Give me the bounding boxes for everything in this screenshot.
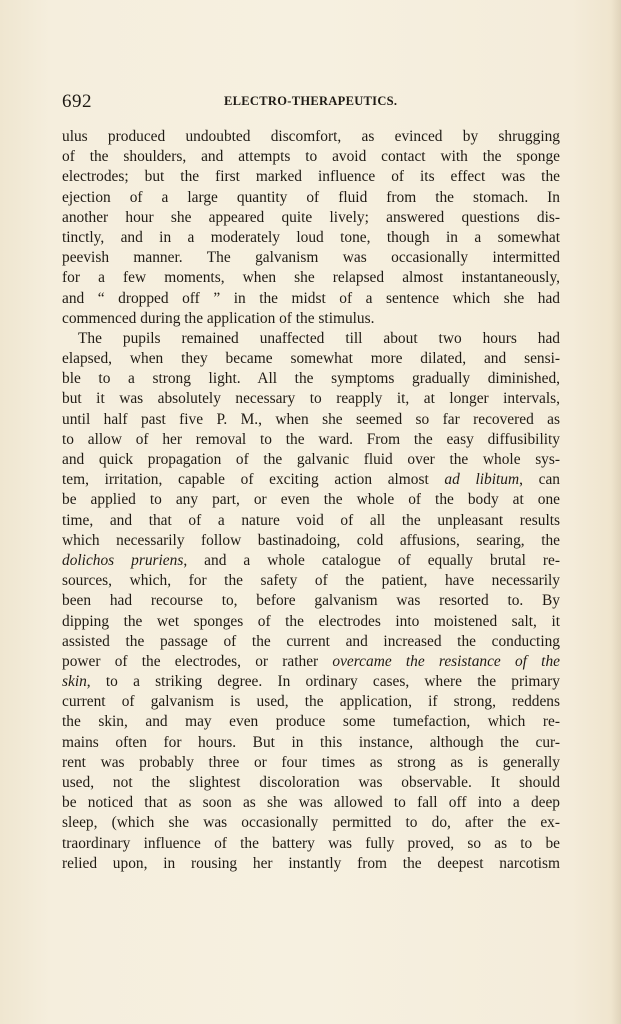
text-segment: current of galvanism is used, the application, if strong, reddens	[62, 693, 560, 711]
text-line	[62, 167, 560, 187]
text-line	[62, 430, 560, 450]
page-edge-shadow	[611, 0, 621, 1024]
text-segment: relied upon, in rousing her instantly from the deepest narcotism	[62, 854, 560, 872]
text-line	[62, 854, 560, 874]
text-line	[62, 652, 560, 672]
text-line	[62, 733, 560, 753]
text-segment: , to a striking degree. In ordinary cases, where the primary	[86, 673, 560, 691]
text-line	[62, 712, 560, 732]
text-line	[62, 389, 560, 409]
text-line	[62, 208, 560, 228]
text-segment: to allow of her removal to the ward. From the easy diffusibility	[62, 430, 560, 448]
text-line	[62, 551, 560, 571]
text-line	[62, 369, 560, 389]
text-segment: mains often for hours. But in this instance, although the cur-	[62, 733, 560, 751]
text-segment: rent was probably three or four times as strong as is generally	[62, 753, 560, 771]
text-line	[62, 188, 560, 208]
text-line	[62, 289, 560, 309]
text-segment: , and a whole catalogue of equally brutal re-	[183, 551, 560, 569]
text-segment: tem, irritation, capable of exciting action almost	[62, 471, 445, 489]
text-segment: ejection of a large quantity of fluid from the stomach. In	[62, 188, 560, 206]
text-segment: dipping the wet sponges of the electrodes into moistened salt, it	[62, 612, 560, 630]
text-line	[62, 410, 560, 430]
text-line	[62, 793, 560, 813]
text-line	[62, 309, 560, 329]
running-title: ELECTRO-THERAPEUTICS.	[224, 94, 398, 108]
text-segment: the skin, and may even produce some tumefaction, which re-	[62, 713, 560, 731]
body-text	[62, 127, 560, 874]
italic-text-segment: ad libitum	[444, 471, 520, 489]
text-segment: , can	[519, 471, 560, 489]
text-segment: peevish manner. The galvanism was occasionally intermitted	[62, 249, 560, 267]
text-line	[62, 813, 560, 833]
text-line	[62, 632, 560, 652]
text-segment: commenced during the application of the stimulus.	[62, 309, 375, 327]
text-line	[62, 147, 560, 167]
text-line	[62, 571, 560, 591]
text-line	[62, 248, 560, 268]
text-segment: assisted the passage of the current and increased the conducting	[62, 632, 560, 650]
italic-text-segment: dolichos pruriens	[62, 551, 184, 569]
text-segment: electrodes; but the first marked influence of its effect was the	[62, 168, 560, 186]
page-number: 692	[62, 91, 92, 112]
text-line	[62, 450, 560, 470]
text-segment: The pupils remained unaffected till about two hours had	[78, 329, 560, 347]
text-segment: another hour she appeared quite lively; answered questions dis-	[62, 208, 560, 226]
italic-text-segment: overcame the resistance of the	[332, 652, 560, 670]
text-line	[62, 329, 560, 349]
page-header	[62, 91, 560, 111]
text-segment: be applied to any part, or even the whole of the body at one	[62, 491, 560, 509]
text-segment: elapsed, when they became somewhat more dilated, and sensi-	[62, 350, 560, 368]
text-line	[62, 591, 560, 611]
text-segment: ulus produced undoubted discomfort, as evinced by shrugging	[62, 128, 560, 145]
text-line	[62, 834, 560, 854]
text-line	[62, 692, 560, 712]
text-segment: but it was absolutely necessary to reapply it, at longer intervals,	[62, 390, 560, 408]
text-segment: be noticed that as soon as she was allowed to fall off into a deep	[62, 794, 560, 812]
text-line	[62, 349, 560, 369]
text-segment: time, and that of a nature void of all the unpleasant results	[62, 511, 560, 529]
text-segment: for a few moments, when she relapsed almost instantaneously,	[62, 269, 560, 287]
text-line	[62, 470, 560, 490]
text-segment: used, not the slightest discoloration was observable. It should	[62, 774, 560, 791]
text-segment: until half past five P. M., when she seemed so far recovered as	[62, 410, 560, 428]
text-segment: been had recourse to, before galvanism was resorted to. By	[62, 592, 560, 610]
text-line	[62, 753, 560, 773]
text-line	[62, 228, 560, 248]
text-line	[62, 672, 560, 692]
text-segment: of the shoulders, and attempts to avoid contact with the sponge	[62, 148, 560, 166]
text-segment: power of the electrodes, or rather	[62, 652, 333, 670]
text-segment: tinctly, and in a moderately loud tone, though in a somewhat	[62, 228, 560, 246]
text-line	[62, 612, 560, 632]
text-segment: and quick propagation of the galvanic fluid over the whole sys-	[62, 451, 560, 468]
text-segment: and “ dropped off ” in the midst of a sentence which she had	[62, 289, 560, 307]
text-line	[62, 268, 560, 288]
text-segment: which necessarily follow bastinadoing, cold affusions, searing, the	[62, 531, 560, 549]
text-line	[62, 490, 560, 510]
text-segment: sources, which, for the safety of the patient, have necessarily	[62, 572, 560, 590]
italic-text-segment: skin	[62, 673, 87, 691]
text-line	[62, 511, 560, 531]
text-line	[62, 773, 560, 793]
text-segment: sleep, (which she was occasionally permitted to do, after the ex-	[62, 814, 560, 832]
text-segment: ble to a strong light. All the symptoms gradually diminished,	[62, 370, 560, 388]
text-segment: traordinary influence of the battery was fully proved, so as to be	[62, 834, 560, 852]
text-line	[62, 531, 560, 551]
text-line	[62, 127, 560, 147]
